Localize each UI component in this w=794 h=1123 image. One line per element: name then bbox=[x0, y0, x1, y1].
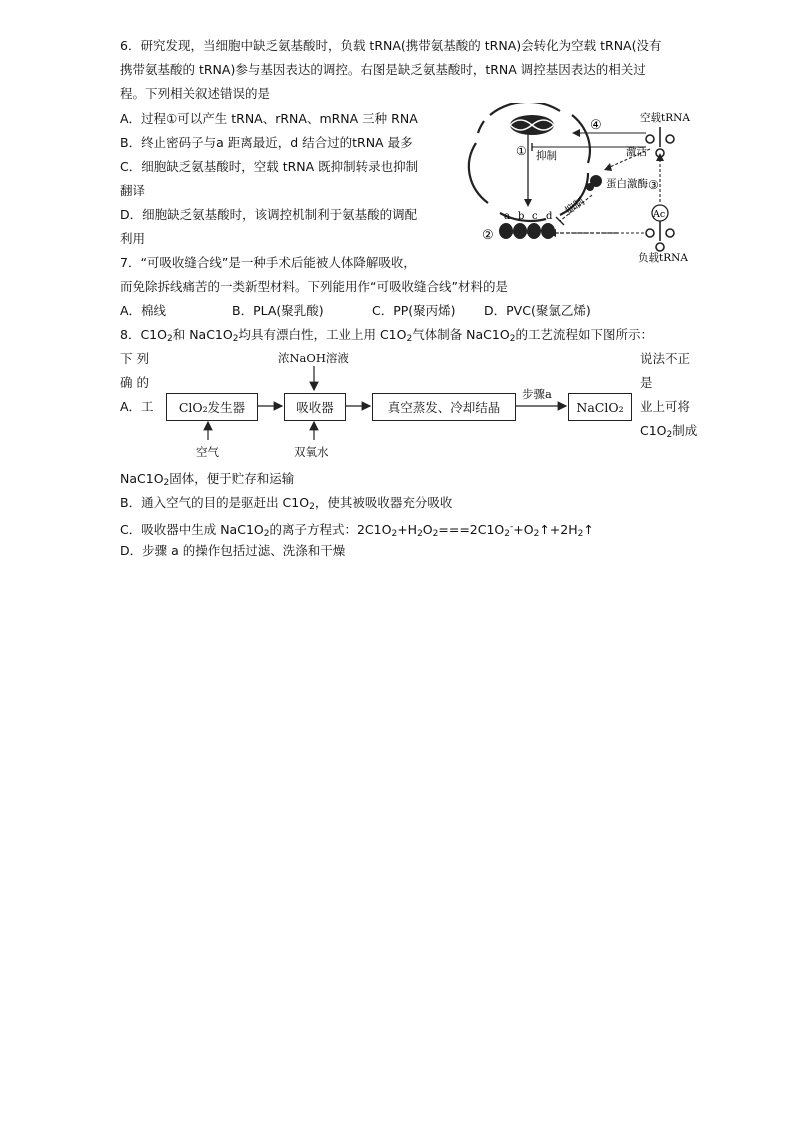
q8-left-text-1: 下 列 bbox=[120, 351, 149, 366]
step2-label: ② bbox=[482, 228, 494, 243]
q8-right-text-4: $C1O_2$制成 bbox=[640, 423, 698, 440]
activate-label: 激活 bbox=[626, 146, 647, 158]
empty-trna-label: 空载tRNA bbox=[640, 112, 690, 124]
ribosome-b: b bbox=[518, 211, 525, 222]
q6-stem-line1: 6．研究发现，当细胞中缺乏氨基酸时，负载 tRNA(携带氨基酸的 tRNA)会转化为空载 tRNA(没有 bbox=[120, 38, 662, 53]
trna-regulation-diagram bbox=[460, 103, 700, 263]
q8-right-text-1: 说法不正 bbox=[640, 351, 691, 366]
q8-option-b: B．通入空气的目的是驱赶出 $C1O_2$，使其被吸收器充分吸收 bbox=[120, 495, 453, 512]
evaporation-crystallization-box: 真空蒸发、冷却结晶 bbox=[372, 393, 516, 421]
q7-stem-line1: 7．“可吸收缝合线”是一种手术后能被人体降解吸收， bbox=[120, 255, 416, 270]
q8-option-a-line2: $NaC1O_2$固体，便于贮存和运输 bbox=[120, 471, 295, 488]
inhibit-label-2: 抑制 bbox=[562, 195, 587, 218]
q8-right-text-2: 是 bbox=[640, 375, 653, 390]
loaded-trna-icon bbox=[646, 221, 674, 251]
step3-label: ③ bbox=[648, 178, 659, 192]
q6-stem-line3: 程。下列相关叙述错误的是 bbox=[120, 86, 271, 101]
q7-stem-line2: 而免除拆线痛苦的一类新型材料。下列能用作“可吸收缝合线”材料的是 bbox=[120, 279, 508, 294]
q8-option-d: D．步骤 a 的操作包括过滤、洗涤和干燥 bbox=[120, 543, 346, 558]
ac-label: Ac bbox=[653, 209, 666, 220]
q8-left-text-2: 确 的 bbox=[120, 375, 149, 390]
q6-stem-line2: 携带氨基酸的 tRNA)参与基因表达的调控。右图是缺乏氨基酸时，tRNA 调控基因表达的相关过 bbox=[120, 62, 646, 77]
naclo2-product-box: NaClO₂ bbox=[568, 393, 632, 421]
q6-option-c-line2: 翻译 bbox=[120, 183, 146, 198]
q6-option-a: A．过程①可以产生 tRNA、rRNA、mRNA 三种 RNA bbox=[120, 111, 418, 126]
q8-stem: 8．$C1O_2$和 $NaC1O_2$均具有漂白性，工业上用 $C1O_2$气体制备 $NaC1O_2$的工艺流程如下图所示： bbox=[120, 327, 653, 344]
q8-option-c: C．吸收器中生成 $NaC1O_2$的离子方程式：$2C1O_2+H_2O_2===2C1O_2^-+O_2↑+2H_2↑$ bbox=[120, 522, 594, 539]
step4-label: ④ bbox=[590, 118, 602, 133]
q7-option-d: D．PVC(聚氯乙烯) bbox=[484, 303, 591, 318]
step-a-label: 步骤a bbox=[522, 387, 552, 401]
naoh-input-label: 浓NaOH溶液 bbox=[278, 351, 349, 365]
q8-right-text-3: 业上可将 bbox=[640, 399, 691, 414]
q8-left-text-3: A．工 bbox=[120, 399, 154, 414]
q6-option-b: B．终止密码子与a 距离最近，d 结合过的tRNA 最多 bbox=[120, 135, 413, 150]
ribosome-c: c bbox=[532, 211, 538, 222]
inhibit-label-1: 抑制 bbox=[536, 150, 557, 162]
step1-label: ① bbox=[516, 144, 527, 158]
absorber-box: 吸收器 bbox=[284, 393, 346, 421]
protein-kinase-label: 蛋白激酶 bbox=[606, 178, 648, 190]
ribosome-d: d bbox=[546, 211, 553, 222]
q7-option-a: A．棉线 bbox=[120, 303, 167, 318]
ribosomes bbox=[499, 223, 555, 239]
process-flow-chart bbox=[160, 348, 640, 464]
q7-option-c: C．PP(聚丙烯) bbox=[372, 303, 456, 318]
ribosome-a: a bbox=[504, 211, 510, 222]
q6-option-c-line1: C．细胞缺乏氨基酸时，空载 tRNA 既抑制转录也抑制 bbox=[120, 159, 419, 174]
hydrogen-peroxide-input-label: 双氧水 bbox=[294, 445, 329, 459]
empty-trna-icon bbox=[646, 127, 674, 157]
loaded-trna-label: 负载tRNA bbox=[638, 252, 688, 263]
dna-helix bbox=[510, 115, 554, 135]
q6-option-d-line1: D．细胞缺乏氨基酸时，该调控机制利于氨基酸的调配 bbox=[120, 207, 418, 222]
air-input-label: 空气 bbox=[196, 445, 219, 459]
clo2-generator-box: ClO₂发生器 bbox=[166, 393, 258, 421]
q6-option-d-line2: 利用 bbox=[120, 231, 146, 246]
q7-option-b: B．PLA(聚乳酸) bbox=[232, 303, 324, 318]
